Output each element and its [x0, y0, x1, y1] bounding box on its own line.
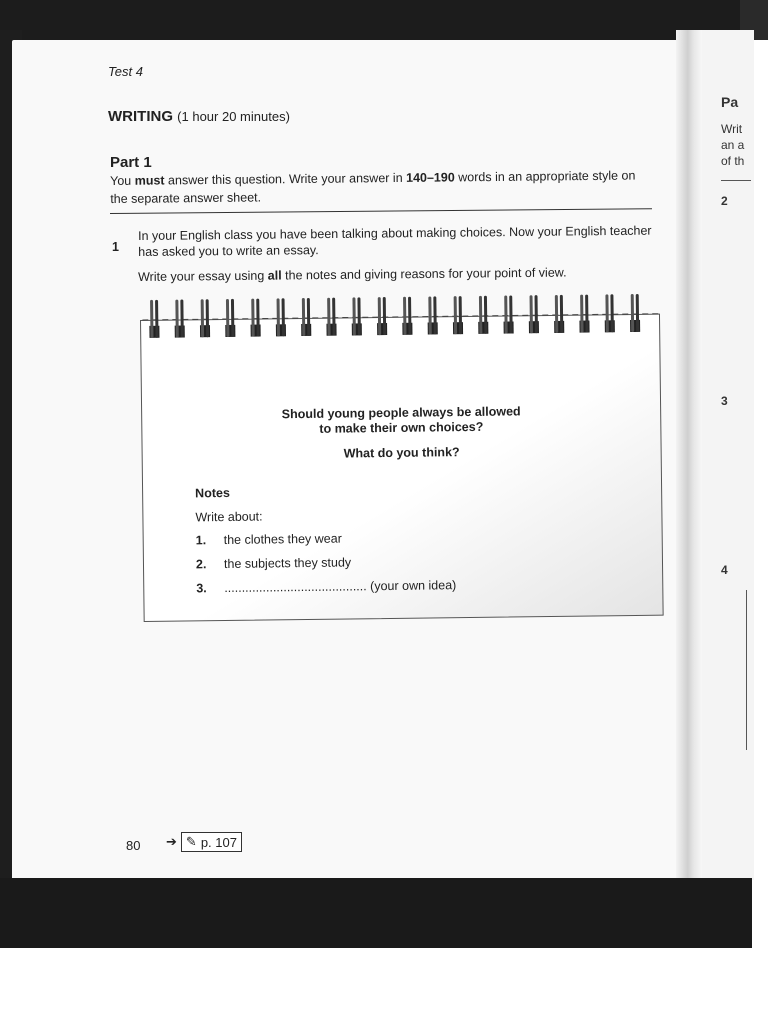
binding-ring	[301, 298, 311, 336]
binding-ring	[453, 296, 463, 334]
binding-ring	[402, 297, 412, 335]
next-page-text: an a	[721, 138, 745, 152]
arrow-right-icon: ➔	[166, 834, 177, 849]
binding-ring	[149, 300, 159, 338]
question-number: 1	[112, 240, 119, 254]
essay-question-line-1: Should young people always be allowed	[281, 404, 521, 422]
binding-ring	[200, 299, 210, 337]
binding-ring	[478, 296, 488, 334]
notebook-panel	[140, 314, 664, 622]
part-instruction: You must answer this question. Write your answer in 140–190 words in an appropriate style on the separate answer sheet.	[110, 168, 636, 206]
essay-question-line-2: to make their own choices?	[319, 419, 484, 436]
binding-ring	[579, 295, 589, 333]
binding-ring	[630, 294, 640, 332]
notes-heading: Notes	[195, 485, 230, 501]
next-page-question-number: 2	[721, 194, 728, 208]
question-text: In your English class you have been talking about making choices. Now your English teacher has asked you to write an essay.	[138, 223, 652, 259]
page-number: 80	[126, 838, 141, 853]
binding-ring	[276, 298, 286, 336]
section-duration: (1 hour 20 minutes)	[177, 109, 290, 124]
next-page-text: of th	[721, 154, 745, 168]
reference-box	[181, 832, 242, 852]
binding-ring	[604, 294, 614, 332]
pencil-icon: ✎	[185, 834, 197, 849]
section-heading	[108, 108, 290, 125]
notes-item: 3. ......................................... (your own idea)	[196, 578, 457, 596]
page-reference	[166, 832, 242, 852]
scan-border-bottom	[0, 878, 752, 948]
reference-label: p. 107	[200, 834, 237, 850]
binding-ring	[554, 295, 564, 333]
notes-item: 2. the subjects they study	[195, 555, 352, 572]
book-gutter	[676, 30, 702, 880]
next-page-text: Writ	[721, 122, 743, 136]
essay-question-line-3: What do you think?	[343, 445, 460, 461]
test-label: Test 4	[108, 64, 143, 79]
binding-ring	[503, 295, 513, 333]
next-page-title: Pa	[721, 94, 739, 110]
question-task: Write your essay using all the notes and giving reasons for your point of view.	[138, 265, 567, 284]
binding-ring	[377, 297, 387, 335]
binding-ring	[174, 299, 184, 337]
next-page-question-number: 3	[721, 394, 728, 408]
next-page-question-number: 4	[721, 563, 728, 577]
next-page-rule	[721, 180, 751, 181]
scan-border-top	[0, 0, 740, 40]
binding-ring	[250, 299, 260, 337]
part-heading: Part 1	[110, 154, 152, 171]
spiral-binding-icon	[142, 290, 663, 342]
notes-item: 1. the clothes they wear	[195, 531, 342, 548]
write-about-label: Write about:	[195, 509, 263, 525]
section-title: WRITING	[108, 108, 173, 125]
binding-ring	[351, 297, 361, 335]
binding-ring	[225, 299, 235, 337]
binding-ring	[427, 296, 437, 334]
next-page-rule-vertical	[746, 590, 747, 750]
binding-ring	[529, 295, 539, 333]
binding-ring	[326, 298, 336, 336]
